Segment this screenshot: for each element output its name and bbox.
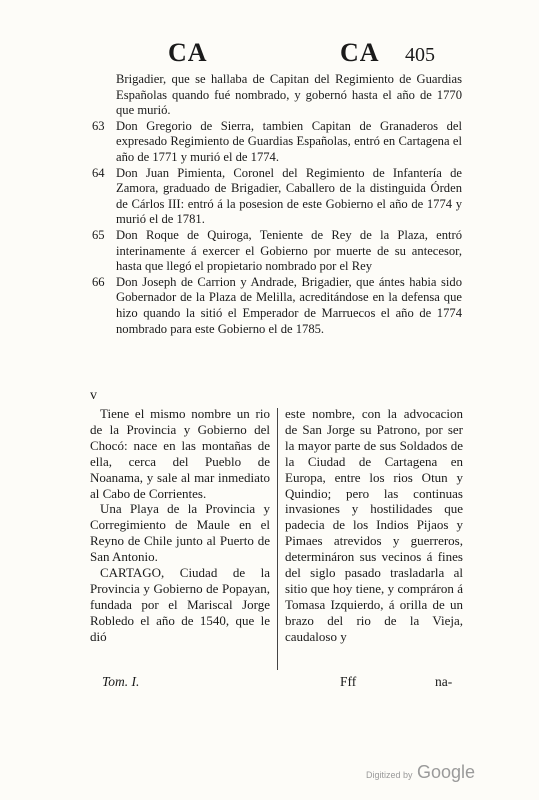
signature-mark: Fff [340,674,357,689]
text-column-right [285,406,463,645]
running-head-left: CA [168,38,208,67]
running-head-right: CA [340,38,380,67]
entry-text: Don Juan Pimienta, Coronel del Regimiento de Infantería de Zamora, graduado de Brigadier, Caballero de la distinguida Órden de Cárlos III: entró á la posesion de este Gobierno el año de 1774 y murió el de 1781. [116,165,462,227]
list-item [90,119,462,166]
list-item [90,72,462,119]
paragraph: Tiene el mismo nombre un rio de la Provincia y Gobierno del Chocó: nace en las montañas de ella, cerca del Pueblo de Noanama, y sale al mar inmediato al Cabo de Corrientes. [90,406,270,501]
entry-number: 65 [92,227,105,242]
paragraph: este nombre, con la advocacion de San Jorge su Patrono, por ser la mayor parte de sus Soldados de la Ciudad de Cartagena en Europa, entre los rios Otun y Quindio; pero las continuas invasiones y hostilidades que padecia de los Indios Pijaos y Pimaes atrevidos y guerreros, determináron sus vecinos á fines del siglo pasado trasladarla al sitio que hoy tiene, y compráron á Tomasa Izquierdo, á orilla de un brazo del rio de la Vieja, caudaloso y [285,406,463,644]
entry-number: 63 [92,118,105,133]
ornament: v [90,388,97,403]
list-item [90,275,462,337]
entry-number: 66 [92,274,105,289]
entry-text: Don Roque de Quiroga, Teniente de Rey de la Plaza, entró interinamente á exercer el Gobierno por muerte de su antecesor, hasta que llegó el propietario nombrado por el Rey [116,227,462,274]
volume-mark: Tom. I. [102,674,140,689]
list-item [90,228,462,275]
paragraph: Una Playa de la Provincia y Corregimiento de Maule en el Reyno de Chile junto al Puerto de San Antonio. [90,501,270,565]
entry-text: Brigadier, que se hallaba de Capitan del Regimiento de Guardias Españolas quando fué nombrado, y gobernó hasta el año de 1770 que murió. [116,72,462,118]
watermark-prefix: Digitized by [366,770,413,780]
catchword: na- [435,674,453,689]
entry-text: Don Joseph de Carrion y Andrade, Brigadier, que ántes habia sido Gobernador de la Plaza de Melilla, acreditándose en la defensa que hizo quando la sitió el Emperador de Marruecos el año de 1774 nombrado para este Gobierno el de 1785. [116,274,462,336]
digitized-watermark [366,762,475,783]
entry-text: Don Gregorio de Sierra, tambien Capitan de Granaderos del expresado Regimiento de Guardias Españolas, entró en Cartagena el año de 1771 y murió el de 1774. [116,118,462,164]
text-column-left [90,406,270,645]
column-divider [277,408,278,670]
governor-list [90,72,462,337]
page-number: 405 [405,44,435,66]
entry-number: 64 [92,165,105,180]
paragraph: CARTAGO, Ciudad de la Provincia y Gobierno de Popayan, fundada por el Mariscal Jorge Robledo el año de 1540, que le dió [90,565,270,644]
list-item [90,166,462,228]
watermark-brand: Google [416,762,476,782]
